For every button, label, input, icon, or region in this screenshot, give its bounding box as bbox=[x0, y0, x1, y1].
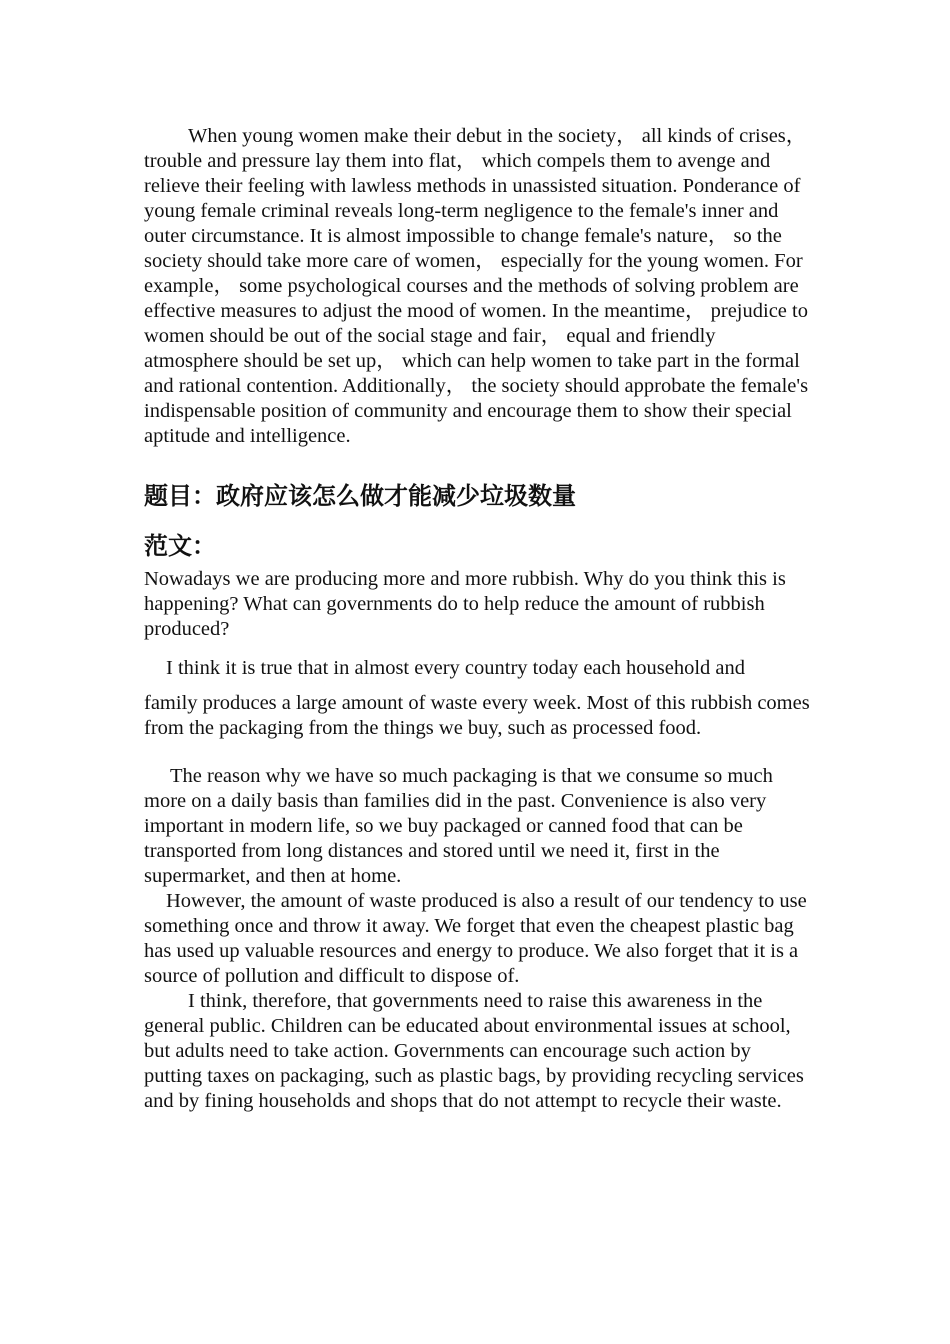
sample-essay-label: 范文： bbox=[144, 532, 216, 560]
women-paragraph: When young women make their debut in the society， all kinds of crises， trouble and pressure lay them into flat， which compels them to avenge and relieve their feeling with lawless methods in unassisted situation. Ponderance of young female criminal reveals long-term negligence to the female's inner and outer circumstance. It is almost impossible to change female's nature， so the society should take more care of women， especially for the young women. For example， some psychological courses and the methods of solving problem are effective measures to adjust the mood of women. In the meantime， prejudice to women should be out of the social stage and fair， equal and friendly atmosphere should be set up， which can help women to take part in the formal and rational contention. Additionally， the society should approbate the female's indispensable position of community and encourage them to show their special aptitude and intelligence. bbox=[144, 125, 809, 447]
essay-paragraph-4: I think, therefore, that governments need to raise this awareness in the general public. Children can be educated about environmental issues at school, but adults need to take action. Governments can encourage such action by putting taxes on packaging, such as plastic bags, by providing recycling services and by fining households and shops that do not attempt to recycle their waste. bbox=[144, 990, 804, 1112]
essay-question: Nowadays we are producing more and more rubbish. Why do you think this is happening? What can governments do to help reduce the amount of rubbish produced? bbox=[144, 568, 786, 640]
document-page bbox=[144, 124, 810, 1114]
topic-heading: 题目：政府应该怎么做才能减少垃圾数量 bbox=[144, 482, 576, 510]
essay-paragraph-1: family produces a large amount of waste every week. Most of this rubbish comes from the packaging from the things we buy, such as processed food. bbox=[144, 692, 810, 739]
essay-paragraph-1-first-line: I think it is true that in almost every country today each household and bbox=[166, 657, 745, 679]
essay-paragraph-3: However, the amount of waste produced is also a result of our tendency to use something once and throw it away. We forget that even the cheapest plastic bag has used up valuable resources and energy to produce. We also forget that it is a source of pollution and difficult to dispose of. bbox=[144, 890, 807, 987]
essay-paragraph-2: The reason why we have so much packaging is that we consume so much more on a daily basis than families did in the past. Convenience is also very important in modern life, so we buy packaged or canned food that can be transported from long distances and stored until we need it, first in the supermarket, and then at home. bbox=[144, 765, 773, 887]
